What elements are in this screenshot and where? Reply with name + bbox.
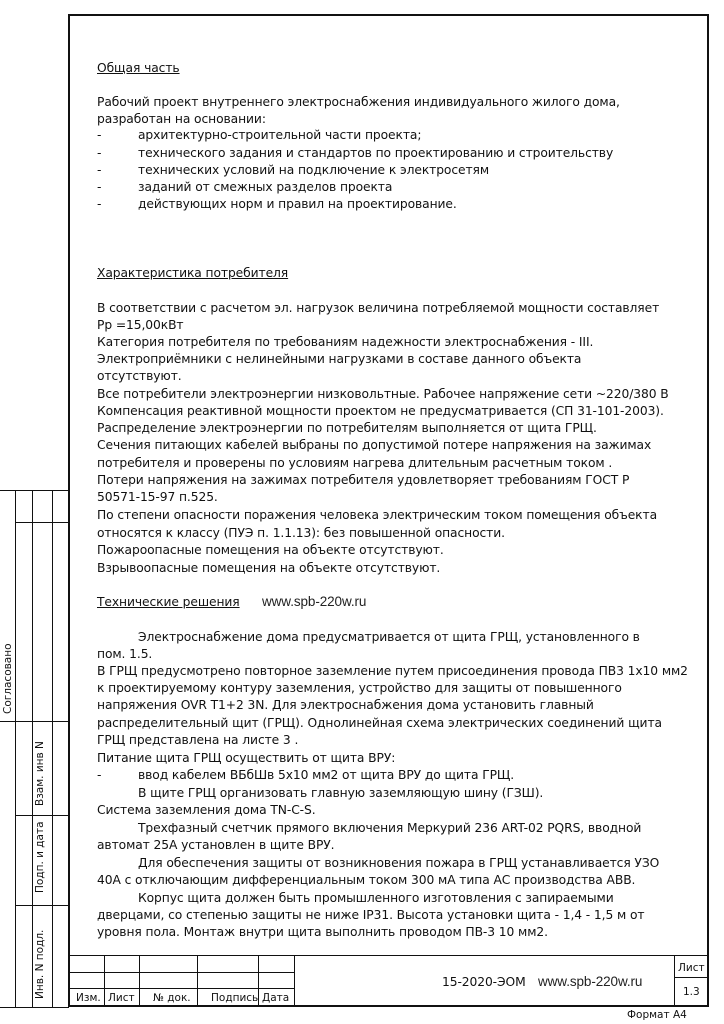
tech-line: Трехфазный счетчик прямого включения Меркурий 236 ART-02 PQRS, вводной	[138, 821, 642, 835]
tech-line: дверцами, со степенью защиты не ниже IP31. Высота установки щита - 1,4 - 1,5 м от	[97, 908, 645, 922]
consumer-line: Электроприёмники с нелинейными нагрузками в составе данного объекта	[97, 352, 582, 366]
title-block-line	[674, 955, 675, 1007]
title-block-line	[69, 955, 709, 956]
sign-date-label: Подп. и дата	[34, 821, 46, 893]
consumer-line: Сечения питающих кабелей выбраны по допустимой потере напряжения на зажимах	[97, 438, 652, 452]
stamp-line	[15, 490, 16, 1007]
tech-line: В щите ГРЩ организовать главную заземляющую шину (ГЗШ).	[138, 786, 544, 800]
consumer-line: Взрывоопасные помещения на объекте отсутствуют.	[97, 561, 441, 575]
consumer-line: Распределение электроэнергии по потребителям выполняется от щита ГРЩ.	[97, 421, 597, 435]
tech-line: Для обеспечения защиты от возникновения пожара в ГРЩ устанавливается УЗО	[138, 856, 660, 870]
basis-item: архитектурно-строительной части проекта;	[138, 128, 422, 142]
consumer-line: Компенсация реактивной мощности проектом не предусматривается (СП 31-101-2003).	[97, 404, 664, 418]
replaced-inv-label: Взам. инв N	[34, 741, 46, 806]
consumer-line: Пожароопасные помещения на объекте отсутствуют.	[97, 543, 444, 557]
tech-line: Система заземления дома TN-C-S.	[97, 803, 316, 817]
stamp-line	[0, 490, 69, 491]
title-block-line	[197, 955, 198, 1007]
basis-item: действующих норм и правил на проектирование.	[138, 197, 457, 211]
consumer-line: относятся к классу (ПУЭ п. 1.1.13): без повышенной опасности.	[97, 526, 505, 540]
consumer-line: отсутствуют.	[97, 369, 182, 383]
stamp-line	[52, 490, 53, 1007]
col-label-change: Изм.	[76, 992, 101, 1004]
stamp-line	[0, 1007, 69, 1008]
bullet-dash: -	[97, 768, 102, 782]
col-label-date: Дата	[262, 992, 290, 1004]
tech-line: пом. 1.5.	[97, 647, 153, 661]
tech-line: Корпус щита должен быть промышленного изготовления с запираемыми	[138, 891, 614, 905]
bullet-dash: -	[97, 197, 102, 211]
tech-line: 40А с отключающим дифференциальным током 300 мА типа АС производства ABB.	[97, 873, 636, 887]
bullet-dash: -	[97, 180, 102, 194]
basis-item: технических условий на подключение к электросетям	[138, 163, 490, 177]
basis-item: заданий от смежных разделов проекта	[138, 180, 393, 194]
stamp-line	[15, 522, 69, 523]
bullet-dash: -	[97, 128, 102, 142]
consumer-line: Категория потребителя по требованиям надежности электроснабжения - III.	[97, 335, 594, 349]
stamp-line	[15, 905, 69, 906]
format-label: Формат А4	[627, 1009, 687, 1021]
sheet-number: 1.3	[683, 986, 700, 998]
consumer-line: 50571-15-97 п.525.	[97, 490, 218, 504]
general-line: Рабочий проект внутреннего электроснабжения индивидуального жилого дома,	[97, 95, 620, 109]
title-block-line	[69, 972, 295, 973]
tech-line: уровня пола. Монтаж внутри щита выполнить проводом ПВ-3 10 мм2.	[97, 925, 548, 939]
consumer-line: По степени опасности поражения человека электрическим током помещения объекта	[97, 508, 658, 522]
title-block-line	[69, 988, 295, 989]
consumer-line: Все потребители электроэнергии низковольтные. Рабочее напряжение сети ~220/380 В	[97, 387, 669, 401]
document-code: 15-2020-ЭОМ	[442, 975, 526, 989]
bullet-dash: -	[97, 146, 102, 160]
inv-original-label: Инв. N подл.	[34, 929, 46, 999]
agreed-label: Согласовано	[2, 643, 14, 714]
tech-line: ГРЩ представлена на листе 3 .	[97, 733, 299, 747]
tech-line: Электроснабжение дома предусматривается от щита ГРЩ, установленного в	[138, 630, 640, 644]
stamp-line	[32, 490, 33, 1007]
title-block-line	[294, 955, 295, 1007]
general-heading: Общая часть	[97, 61, 180, 75]
tech-heading: Технические решения	[97, 595, 240, 609]
tech-line: к проектируемому контуру заземления, устройство для защиты от повышенного	[97, 681, 622, 695]
tech-line: Питание щита ГРЩ осуществить от щита ВРУ:	[97, 751, 396, 765]
title-block-line	[104, 955, 105, 1007]
tech-line: ввод кабелем ВБбШв 5х10 мм2 от щита ВРУ до щита ГРЩ.	[138, 768, 515, 782]
consumer-line: Потери напряжения на зажимах потребителя удовлетворяет требованиям ГОСТ Р	[97, 473, 630, 487]
col-label-doc-number: № док.	[153, 992, 191, 1004]
general-line: разработан на основании:	[97, 112, 266, 126]
stamp-line	[0, 721, 69, 722]
bullet-dash: -	[97, 163, 102, 177]
sheet-label: Лист	[678, 962, 705, 974]
tech-line: автомат 25А установлен в щите ВРУ.	[97, 838, 335, 852]
consumer-line: В соответствии с расчетом эл. нагрузок величина потребляемой мощности составляет	[97, 301, 660, 315]
col-label-sheet: Лист	[108, 992, 135, 1004]
tech-line: напряжения OVR T1+2 3N. Для электроснабжения дома установить главный	[97, 698, 594, 712]
consumer-line: Рр =15,00кВт	[97, 318, 184, 332]
consumer-heading: Характеристика потребителя	[97, 266, 289, 280]
basis-item: технического задания и стандартов по проектированию и строительству	[138, 146, 614, 160]
tech-line: распределительный щит (ГРЩ). Однолинейная схема электрических соединений щита	[97, 716, 662, 730]
consumer-line: потребителя и проверены по условиям нагрева длительным расчетным током .	[97, 456, 613, 470]
col-label-signature: Подпись	[211, 992, 259, 1004]
website-watermark: www.spb-220w.ru	[262, 594, 367, 609]
stamp-line	[15, 815, 69, 816]
title-website: www.spb-220w.ru	[538, 974, 643, 989]
title-block-line	[139, 955, 140, 1007]
title-block-line	[674, 977, 709, 978]
tech-line: В ГРЩ предусмотрено повторное заземление путем присоединения провода ПВ3 1х10 мм2	[97, 664, 688, 678]
